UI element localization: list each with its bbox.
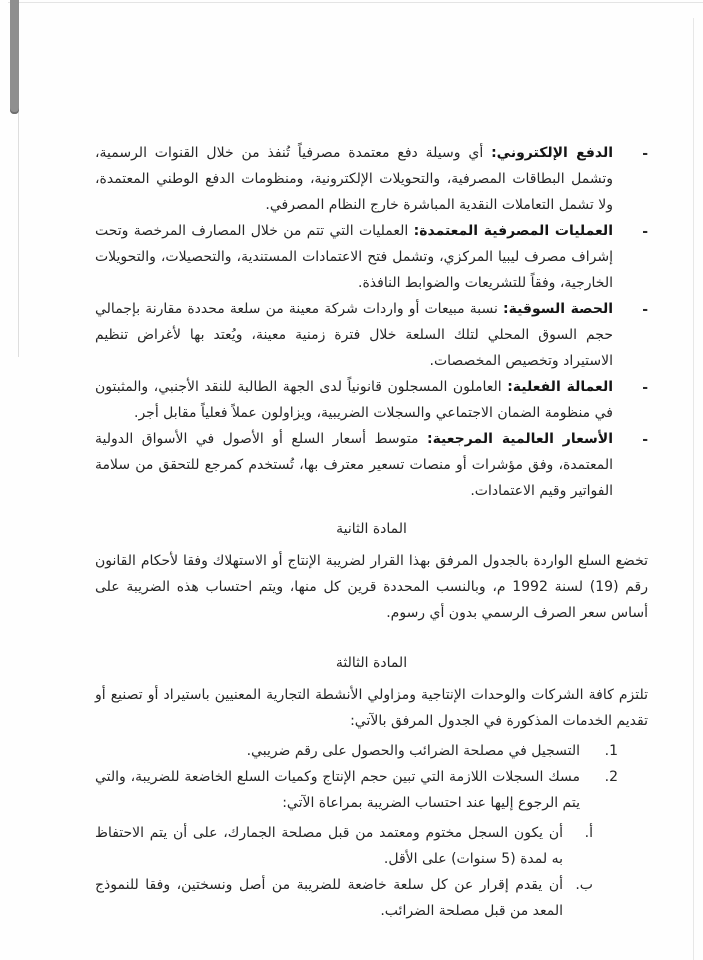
definition-term: العمالة الفعلية:: [507, 379, 614, 395]
sub-list-item: [95, 872, 648, 924]
bullet-dash-icon: -: [642, 302, 648, 318]
definition-term: العمليات المصرفية المعتمدة:: [413, 223, 613, 239]
definition-body: العمليات التي تتم من خلال المصارف المرخصة وتحت إشراف مصرف ليبيا المركزي، وتشمل فتح الاعتمادات المستندية، والتحصيلات، والتحويلات الخارجية، وفقاً للتشريعات والضوابط النافذة.: [95, 223, 613, 291]
sub-item-text: أن يكون السجل مختوم ومعتمد من قبل مصلحة الجمارك، على أن يتم الاحتفاظ به لمدة (5 سنوات) على الأقل.: [95, 825, 563, 867]
sub-item-letter: أ.: [584, 825, 593, 841]
definition-text: [95, 374, 613, 426]
definition-body: متوسط أسعار السلع أو الأصول في الأسواق الدولية المعتمدة، وفق مؤشرات أو منصات تسعير معترف بها، تُستخدم كمرجع للتحقق من سلامة الفواتير وقيم الاعتمادات.: [95, 431, 613, 499]
document-content: [95, 140, 648, 924]
definition-text: [95, 296, 613, 374]
article-two-body: تخضع السلع الواردة بالجدول المرفق بهذا القرار لضريبة الإنتاج أو الاستهلاك وفقا لأحكام القانون رقم (19) لسنة 1992 م، وبالنسب المحددة قرين كل منها، ويتم احتساب هذه الضريبة على أساس سعر الصرف الرسمي بدون أي رسوم.: [95, 553, 648, 621]
definition-item: [95, 374, 648, 426]
definition-text: [95, 140, 613, 218]
item-text: التسجيل في مصلحة الضرائب والحصول على رقم ضريبي.: [246, 743, 580, 759]
article-three-intro: تلتزم كافة الشركات والوحدات الإنتاجية ومزاولي الأنشطة التجارية المعنيين باستيراد أو تصنيع أو تقديم الخدمات المذكورة في الجدول المرفق بالآتي:: [95, 687, 648, 729]
definition-term: الأسعار العالمية المرجعية:: [426, 431, 613, 447]
bullet-dash-icon: -: [642, 146, 648, 162]
sub-item-letter: ب.: [575, 877, 593, 893]
list-item: [95, 764, 648, 816]
definition-term: الدفع الإلكتروني:: [491, 145, 614, 161]
bullet-dash-icon: -: [642, 432, 648, 448]
item-text: مسك السجلات اللازمة التي تبين حجم الإنتاج وكميات السلع الخاضعة للضريبة، والتي يتم الرجوع إليها عند احتساب الضريبة بمراعاة الآتي:: [95, 769, 580, 811]
sub-item-text: أن يقدم إقرار عن كل سلعة خاضعة للضريبة من أصل ونسختين، وفقا للنموذج المعد من قبل مصلحة الضرائب.: [95, 877, 563, 919]
page-top-edge-line: [8, 2, 703, 3]
obligations-list: [95, 738, 648, 816]
list-item: [95, 738, 648, 764]
page-right-edge-line: [693, 18, 694, 960]
definition-text: [95, 426, 613, 504]
definition-body: أي وسيلة دفع معتمدة مصرفياً تُنفذ من خلال القنوات الرسمية، وتشمل البطاقات المصرفية، والتحويلات الإلكترونية، ومنظومات الدفع الوطني المعتمدة، ولا تشمل التعاملات النقدية المباشرة خارج النظام المصرفي.: [95, 145, 613, 213]
definition-item: [95, 218, 648, 296]
definition-text: [95, 218, 613, 296]
bullet-dash-icon: -: [642, 224, 648, 240]
scrollbar-thumb[interactable]: [10, 0, 19, 114]
definitions-list: [95, 140, 648, 504]
item-number: 1.: [604, 743, 618, 759]
item-number: 2.: [604, 769, 618, 785]
article-three-heading: المادة الثالثة: [335, 655, 408, 671]
definition-item: [95, 426, 648, 504]
sub-items-list: [95, 820, 648, 924]
definition-body: العاملون المسجلون قانونياً لدى الجهة الطالبة للنقد الأجنبي، والمثبتون في منظومة الضمان الاجتماعي والسجلات الضريبية، ويزاولون عملاً فعلياً مقابل أجر.: [95, 379, 613, 421]
article-two-heading: المادة الثانية: [336, 521, 407, 537]
definition-item: [95, 296, 648, 374]
sub-list-item: [95, 820, 648, 872]
definition-item: [95, 140, 648, 218]
definition-term: الحصة السوقية:: [502, 301, 613, 317]
page-left-edge-line: [18, 112, 19, 357]
definition-body: نسبة مبيعات أو واردات شركة معينة من سلعة محددة مقارنة بإجمالي حجم السوق المحلي لتلك السلعة خلال فترة زمنية معينة، ويُعتد بها لأغراض تنظيم الاستيراد وتخصيص المخصصات.: [95, 301, 613, 369]
bullet-dash-icon: -: [642, 380, 648, 396]
